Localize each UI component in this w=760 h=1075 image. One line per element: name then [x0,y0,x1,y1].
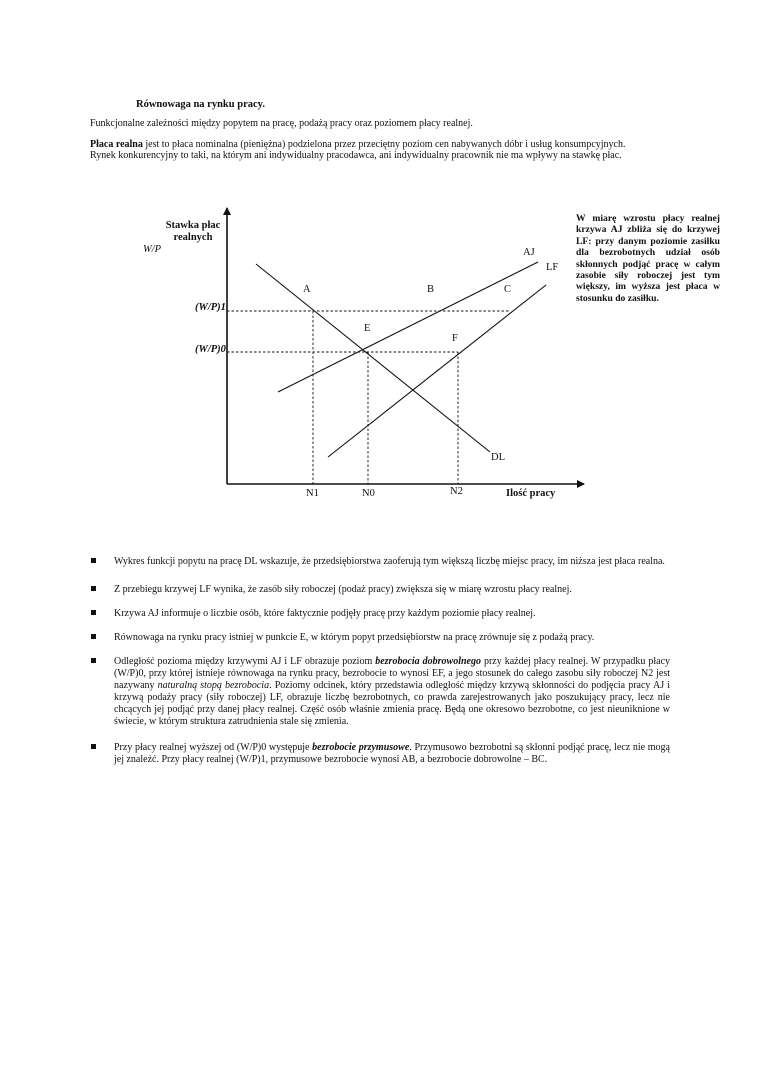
emphasis-involuntary-unemployment: bezrobocie przymusowe [312,742,410,753]
point-a: A [303,284,311,295]
list-item-text: Odległość pozioma między krzywymi AJ i LF obrazuje poziom [114,656,376,667]
list-item-text: przy każdej płacy realnej. W przypadku płacy (W/P)0, przy której istnieje równowaga na rynku pracy, bezrobocie to wynosi EF, a jego stosunek do całego zasobu siły roboczej N2 jest nazywany [114,656,671,691]
bullet-icon [91,744,96,749]
market-note: Rynek konkurencyjny to taki, na którym ani indywidualny pracodawca, ani indywidualny pracownik nie ma wpływy na stawkę płac. [90,150,622,161]
y-tick-wp1: (W/P)1 [195,302,226,313]
x-tick-n2: N2 [450,486,463,497]
side-note: W miarę wzrostu płacy realnej krzywa AJ zbliża się do krzywej LF: przy danym poziomie zasiłku dla bezrobotnych udział osób skłonnych podjąć pracę w całym zasobie siły roboczej jest tym większy, im wyższa jest płaca w stosunku do zasiłku. [576,213,720,304]
bullet-icon [91,558,96,563]
point-c: C [504,284,512,295]
page-title: Równowaga na rynku pracy. [136,99,265,110]
y-tick-wp0: (W/P)0 [195,344,226,355]
list-item [90,656,670,728]
x-tick-n1: N1 [306,488,319,499]
list-item [90,632,670,644]
list-item [90,608,670,620]
label-dl: DL [491,452,505,463]
x-tick-n0: N0 [362,488,375,499]
list-item-text: Krzywa AJ informuje o liczbie osób, które faktycznie podjęły pracę przy każdym poziomie płacy realnej. [114,608,536,619]
definition-text: jest to płaca nominalna (pieniężna) podzielona przez przeciętny poziom cen nabywanych dóbr i usług konsumpcyjnych. [142,139,626,150]
bullet-icon [91,634,96,639]
y-axis-label-line2: realnych [173,232,213,243]
definition-term: Płaca realna [90,139,143,150]
bullet-icon [91,586,96,591]
y-axis-label-line1: Stawka płac [165,220,221,231]
list-item [90,742,670,766]
list-item-text: Przy płacy realnej wyższej od (W/P)0 występuje [114,742,313,753]
curve-dl [256,264,490,452]
list-item-text: . Poziomy odcinek, który przedstawia odległość między krzywą skłonności do podjęcia pracy AJ i krzywą podaży pracy (siły roboczej) LF, obrazuje liczbę bezrobotnych, co prawda zarejestrowanych jako poszukujący pracy, lecz nie chcących jej podjąć przy danej płacy realnej. Część osób właśnie zmienia pracę. Będą one okresowo bezrobotne, co jest nieuniknione w świecie, w którym struktura zatrudnienia stale się zmienia. [114,680,670,727]
bullet-icon [91,610,96,615]
list-item-text: Z przebiegu krzywej LF wynika, że zasób siły roboczej (podaż pracy) zwiększa się w miarę wzrostu płacy realnej. [114,584,572,595]
list-item [90,556,670,568]
bullet-list [90,556,670,766]
list-item-text: Równowaga na rynku pracy istniej w punkcie E, w którym popyt przedsiębiorstw na pracę zrównuje się z podażą pracy. [114,632,595,643]
point-e: E [364,323,371,334]
emphasis-voluntary-unemployment: bezrobocia dobrowolnego [375,656,481,667]
point-f: F [452,333,458,344]
y-axis-symbol: W/P [143,244,162,255]
curve-lf [328,285,546,457]
label-aj: AJ [523,247,535,258]
point-b: B [427,284,435,295]
list-item [90,584,670,596]
bullet-icon [91,658,96,663]
intro-text: Funkcjonalne zależności między popytem na pracę, podażą pracy oraz poziomem płacy realnej. [90,118,473,129]
emphasis-natural-rate: naturalną stopą bezrobocia [157,680,270,691]
curve-aj [278,262,538,392]
x-axis-label: Ilość pracy [506,488,556,499]
list-item-text: . Przymusowo bezrobotni są skłonni podjąć pracę, lecz nie mogą jej znaleźć. Przy płacy realnej (W/P)1, przymusowe bezrobocie wynosi AB, a bezrobocie dobrowolne – BC. [114,742,670,765]
label-lf: LF [546,262,559,273]
list-item-text: Wykres funkcji popytu na pracę DL wskazuje, że przedsiębiorstwa zaoferują tym większą liczbę miejsc pracy, im niższa jest płaca realna. [114,556,665,567]
